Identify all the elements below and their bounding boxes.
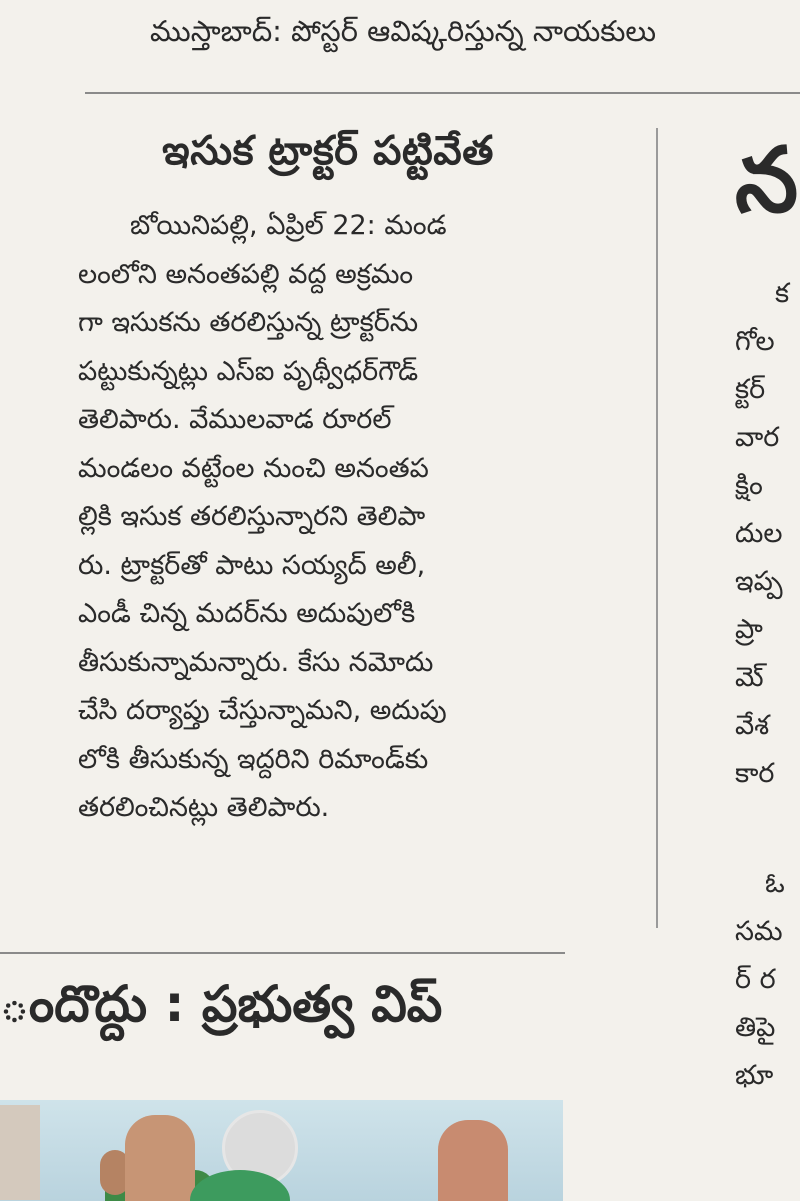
- adjacent-text-fragment: ప్రా: [735, 614, 763, 645]
- column-divider: [656, 128, 658, 928]
- adjacent-text-fragment: క: [775, 278, 790, 309]
- article-line: లంలోని అనంతపల్లి వద్ద అక్రమం: [78, 258, 414, 290]
- divider-top: [85, 92, 800, 94]
- adjacent-text-fragment: భూ: [735, 1060, 774, 1091]
- adjacent-text-fragment: ఓ: [765, 868, 785, 899]
- adjacent-text-fragment: ఇప్ప: [735, 566, 783, 597]
- adjacent-text-fragment: దుల: [735, 518, 783, 549]
- article-line: లోకి తీసుకున్న ఇద్దరిని రిమాండ్‌కు: [78, 743, 429, 775]
- photo-speaker: [125, 1115, 195, 1201]
- article-line: చేసి దర్యాప్తు చేస్తున్నామని, అదుపు: [78, 695, 447, 726]
- adjacent-text-fragment: సమ: [735, 916, 783, 947]
- article-line: తరలించినట్లు తెలిపారు.: [78, 792, 330, 823]
- adjacent-text-fragment: క్టర్: [735, 374, 766, 405]
- second-headline: ందొద్దు : ప్రభుత్వ విప్: [0, 975, 443, 1033]
- article-line: మండలం వట్టేంల నుంచి అనంతప: [78, 452, 429, 484]
- adjacent-text-fragment: వార: [735, 422, 780, 453]
- article-body: [78, 202, 578, 833]
- divider-mid: [0, 952, 565, 954]
- article-line: గా ఇసుకను తరలిస్తున్న ట్రాక్టర్‌ను: [78, 307, 419, 338]
- adjacent-text-fragment: ర్ ర: [735, 964, 776, 995]
- adjacent-headline-fragment: న: [735, 128, 799, 233]
- adjacent-text-fragment: గోల: [735, 326, 775, 357]
- adjacent-text-fragment: వేశ: [735, 710, 770, 741]
- adjacent-text-fragment: తిపై: [735, 1012, 776, 1043]
- article-line: తెలిపారు. వేములవాడ రూరల్: [78, 404, 392, 435]
- adjacent-text-fragment: క్షిం: [735, 470, 763, 501]
- news-photo: [0, 1100, 563, 1201]
- adjacent-column-cropped: [735, 128, 800, 1201]
- article-headline: ఇసుక ట్రాక్టర్ పట్టివేత: [162, 128, 494, 174]
- photo-caption: ముస్తాబాద్: పోస్టర్ ఆవిష్కరిస్తున్న నాయకులు: [150, 14, 657, 48]
- article-line: తీసుకున్నామన్నారు. కేసు నమోదు: [78, 646, 434, 678]
- article-line: రు. ట్రాక్టర్‌తో పాటు సయ్యద్ అలీ,: [78, 549, 426, 581]
- photo-person-left: [0, 1105, 40, 1200]
- article-line: ల్లికి ఇసుక తరలిస్తున్నారని తెలిపా: [78, 501, 426, 532]
- article-line: పట్టుకున్నట్లు ఎస్ఐ పృథ్వీధర్‌గౌడ్: [78, 355, 419, 387]
- article-line: ఎండీ చిన్న మదర్‌ను అదుపులోకి: [78, 598, 416, 629]
- adjacent-text-fragment: కార: [735, 758, 775, 789]
- article-line: బోయినిపల్లి, ఏప్రిల్ 22: మండ: [130, 210, 447, 241]
- photo-person-right: [438, 1120, 508, 1201]
- article-sand-tractor: [78, 128, 578, 833]
- adjacent-text-fragment: మె్: [735, 662, 764, 693]
